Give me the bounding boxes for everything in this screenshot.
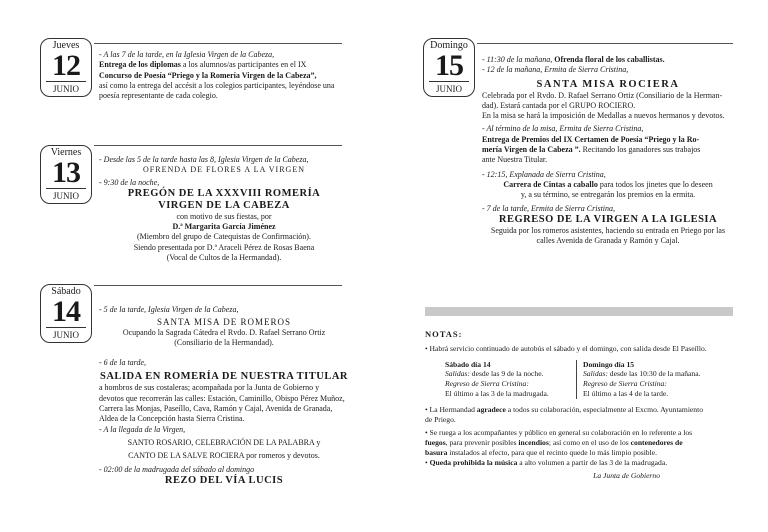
month: JUNIO	[46, 81, 86, 94]
note-emphasis: Queda prohibida la música	[429, 457, 518, 467]
bus-schedule-sunday	[583, 360, 708, 399]
section-divider-bar	[425, 307, 733, 316]
event-title: Ofrenda floral de los caballistas.	[554, 55, 665, 64]
divider	[477, 43, 733, 44]
event-text: Concurso de Poesía “Priego y la Romería Virgen de la Cabeza”,	[99, 70, 317, 80]
weekday: Sábado	[51, 286, 81, 297]
note-text: de Priego.	[425, 414, 456, 424]
schedule-text: desde las 9 de la noche.	[469, 369, 544, 379]
note-emphasis: contenedores de	[630, 438, 683, 448]
event-time: - 6 de la tarde,	[99, 358, 147, 368]
schedule-heading: Domingo día 15	[583, 359, 635, 369]
event-text: poesía representante de cada colegio.	[99, 91, 218, 101]
event-text: Aldea de la Concepción hasta Sierra Cristina.	[99, 414, 245, 424]
divider	[94, 43, 342, 44]
event-time: - A las 7 de la tarde, en la Iglesia Virgen de la Cabeza,	[99, 50, 275, 59]
divider	[94, 285, 342, 286]
vertical-divider	[576, 360, 577, 399]
note-emphasis: basura	[425, 447, 448, 457]
event-text: así como la entrega del accésit a los colegios participantes, leyéndose una	[99, 80, 335, 90]
schedule-text: El último a las 4 de la tarde.	[583, 388, 669, 398]
event-text: dad). Estará cantada por el GRUPO ROCIERO.	[482, 100, 636, 110]
event-time: - 9:30 de la noche,	[99, 177, 160, 187]
day-number: 14	[52, 295, 80, 328]
notes-section	[425, 330, 735, 480]
event-title: OFRENDA DE FLORES A LA VIRGEN	[143, 165, 305, 175]
event-text: Siendo presentada por D.ª Araceli Pérez de Rosas Baena	[133, 242, 315, 252]
notes-title: NOTAS:	[425, 329, 463, 339]
weekday: Jueves	[52, 40, 80, 51]
date-badge-viernes	[40, 145, 92, 204]
event-title: SANTA MISA DE ROMEROS	[156, 317, 292, 328]
event-text: Celebrada por el Rvdo. D. Rafael Serrano Ortiz (Consiliario de la Herman-	[482, 90, 723, 100]
schedule-label: Regreso de Sierra Cristina:	[583, 379, 667, 389]
event-text: para todos los jinetes que lo deseen	[597, 179, 713, 189]
event-text: Recitando los ganadores sus trabajos	[580, 145, 701, 155]
event-text: calles Avenida de Granada y Ramón y Cajal.	[536, 236, 680, 246]
schedule-label: Salidas:	[445, 369, 470, 379]
note-item: • Habrá servicio continuado de autobús el sábado y el domingo, con salida desde El Paseíllo.	[425, 343, 707, 353]
sabado-events	[99, 305, 349, 487]
event-time: - 7 de la tarde, Ermita de Sierra Cristina,	[482, 203, 616, 213]
note-emphasis: incendios	[518, 438, 549, 448]
event-text: a los alumnos/as participantes en el IX	[180, 60, 307, 70]
day-number: 13	[52, 156, 80, 189]
month: JUNIO	[429, 81, 469, 94]
event-text: Ocupando la Sagrada Cátedra el Rvdo. D. Rafael Serrano Ortiz	[122, 327, 326, 337]
weekday: Domingo	[430, 40, 468, 51]
event-time: - A la llegada de la Virgen,	[99, 424, 186, 434]
schedule-text: El último a las 3 de la madrugada.	[445, 388, 549, 398]
event-text: Seguida por los romeros asistentes, haciendo su entrada en Priego por las	[490, 225, 726, 235]
event-title: SANTA MISA ROCIERA	[536, 78, 680, 90]
event-title: PREGÓN DE LA XXXVIII ROMERÍA	[127, 187, 321, 199]
event-time: - 12:15, Explanada de Sierra Cristina,	[482, 169, 606, 179]
note-text: • La Hermandad	[425, 404, 477, 414]
event-time: - Desde las 5 de la tarde hasta las 8, Iglesia Virgen de la Cabeza,	[99, 155, 309, 164]
note-text: •	[425, 457, 430, 467]
schedule-label: Salidas:	[583, 369, 608, 379]
note-emphasis: agradece	[476, 404, 506, 414]
event-text: Carrera las Monjas, Paseíllo, Cava, Ramón y Cajal, Avenida de Granada,	[99, 404, 333, 414]
note-emphasis: fuegos	[425, 438, 446, 448]
event-text: a hombros de sus costaleras; acompañada por la Junta de Gobierno y	[99, 383, 320, 393]
date-badge-sabado	[40, 284, 92, 343]
event-title: REGRESO DE LA VIRGEN A LA IGLESIA	[498, 213, 718, 225]
event-text: SANTO ROSARIO, CELEBRACIÓN DE LA PALABRA y	[127, 437, 321, 447]
note-text: ; así como en el uso de los	[548, 438, 631, 448]
note-item	[425, 448, 735, 458]
note-item	[425, 405, 735, 415]
event-title: mería Virgen de la Cabeza ”.	[482, 145, 581, 155]
event-text: y, a su término, se entregarán los premios en la ermita.	[520, 190, 696, 200]
event-text: (Consiliario de la Hermandad).	[174, 337, 274, 347]
event-text: (Miembro del grupo de Catequistas de Confirmación).	[137, 232, 311, 242]
event-time: - Al término de la misa, Ermita de Sierra Cristina,	[482, 124, 644, 134]
note-item: • Se ruega a los acompañantes y público en general su colaboración en lo referente a los	[425, 428, 693, 438]
event-title: SALIDA EN ROMERÍA DE NUESTRA TITULAR	[100, 371, 348, 383]
speaker-name: D.ª Margarita García Jiménez	[172, 222, 276, 232]
event-title: Entrega de Premios del IX Certamen de Poesía “Priego y la Ro-	[482, 134, 700, 144]
note-text: instalados al efecto, para que el recinto quede lo más limpio posible.	[447, 447, 657, 457]
event-text: (Vocal de Cultos de la Hermandad).	[166, 253, 282, 263]
day-number: 15	[435, 49, 463, 82]
event-title: REZO DEL VÍA LUCIS	[164, 474, 284, 486]
note-item	[425, 458, 735, 468]
weekday: Viernes	[50, 147, 82, 158]
bus-schedule	[445, 360, 735, 399]
event-title: Entrega de los diplomas	[99, 60, 181, 70]
note-text: a todos su colaboración, especialmente al Excmo. Ayuntamiento	[505, 404, 704, 414]
month: JUNIO	[46, 327, 86, 340]
event-text: ante Nuestra Titular.	[482, 155, 548, 165]
event-time: - 02:00 de la madrugada del sábado al domingo	[99, 464, 255, 474]
date-badge-jueves	[40, 38, 92, 97]
domingo-events	[482, 55, 734, 246]
event-title: VIRGEN DE LA CABEZA	[158, 199, 290, 211]
signature: La Junta de Gobierno	[593, 470, 660, 480]
event-time: - 12 de la mañana, Ermita de Sierra Cristina,	[482, 65, 629, 75]
schedule-label: Regreso de Sierra Cristina:	[445, 379, 529, 389]
event-text: En la misa se hará la imposición de Medallas a nuevos hermanos y devotos.	[482, 111, 725, 121]
event-title: Carrera de Cintas a caballo	[503, 179, 598, 189]
note-item	[425, 438, 735, 448]
event-text: devotos que recorrerán las calles: Estación, Caminillo, Obispo Pérez Muñoz,	[99, 393, 345, 403]
schedule-heading: Sábado día 14	[445, 359, 491, 369]
bus-schedule-saturday	[445, 360, 570, 399]
note-text: , para prevenir posibles	[445, 438, 519, 448]
day-number: 12	[52, 49, 80, 82]
jueves-events	[99, 50, 349, 101]
event-time: - 11:30 de la mañana,	[482, 55, 555, 64]
event-time: - 5 de la tarde, Iglesia Virgen de la Cabeza,	[99, 305, 239, 314]
note-text: a alto volumen a partir de las 3 de la madrugada.	[517, 457, 668, 467]
schedule-text: desde las 10:30 de la mañana.	[607, 369, 701, 379]
divider	[94, 145, 342, 146]
month: JUNIO	[46, 188, 86, 201]
date-badge-domingo	[423, 38, 475, 97]
viernes-events	[99, 155, 349, 263]
event-text: CANTO DE LA SALVE ROCIERA por romeros y devotos.	[128, 451, 320, 461]
event-text: con motivo de sus fiestas, por	[176, 211, 272, 221]
